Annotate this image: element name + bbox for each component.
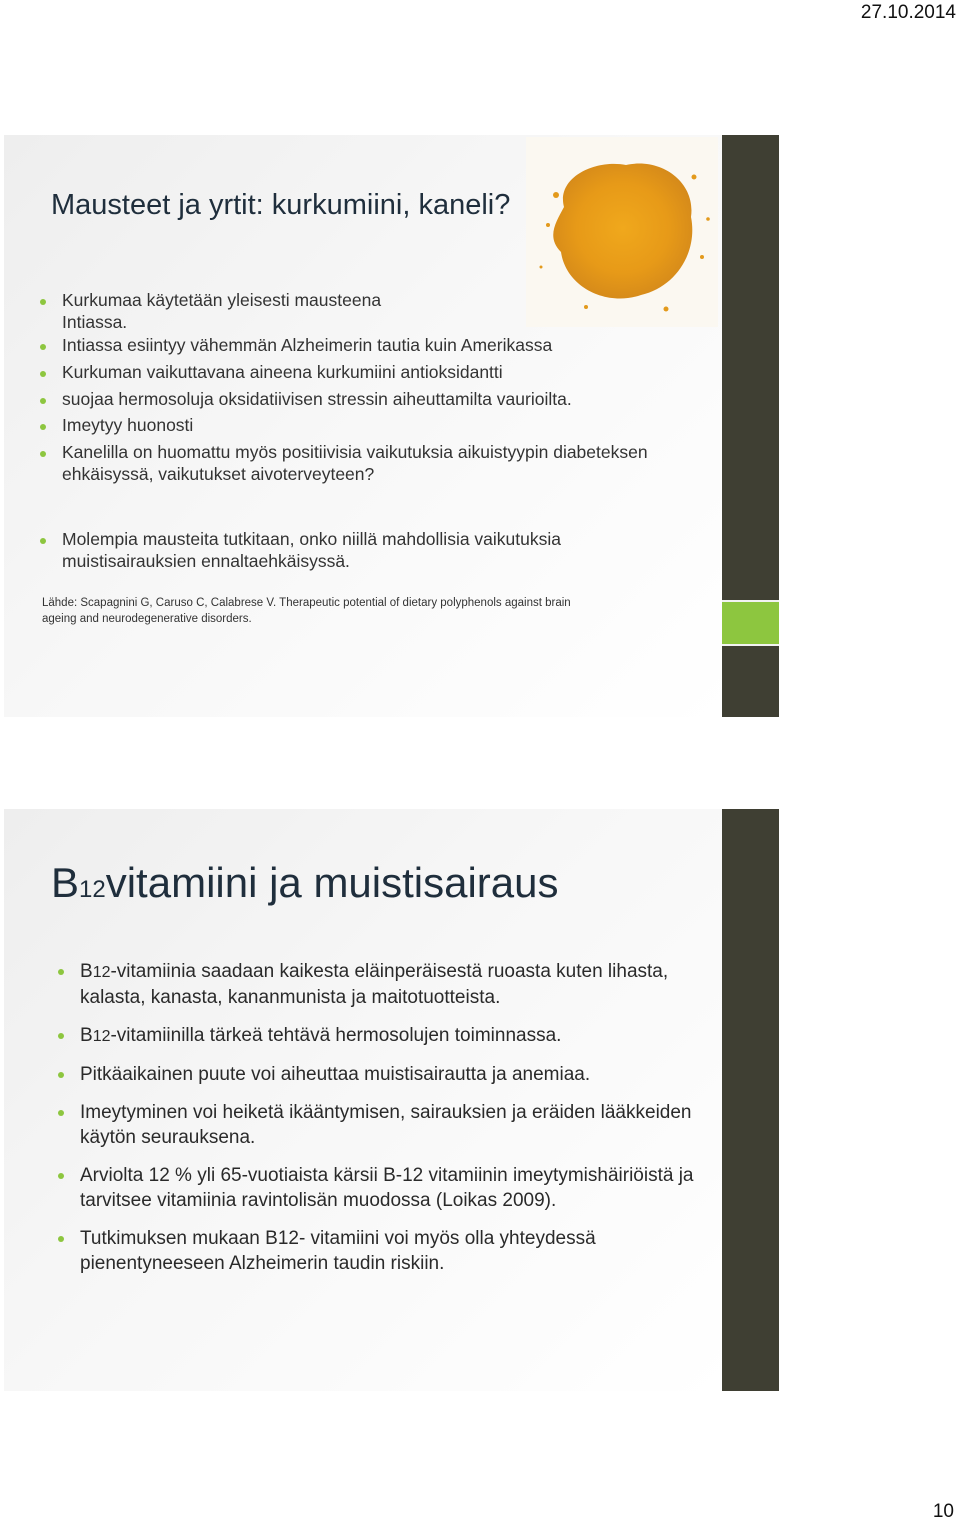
green-block: [722, 602, 779, 644]
bullet-list: [62, 290, 692, 486]
list-item: [62, 290, 692, 334]
title-rest: vitamiini ja muistisairaus: [105, 859, 559, 906]
title-subscript: 12: [79, 876, 106, 903]
bullet-text: Molempia mausteita tutkitaan, onko niillä mahdollisia vaikutuksia muistisairauksien ennaltaehkäisyssä.: [62, 529, 561, 571]
bullet-prefix: B: [80, 1025, 93, 1046]
list-item: [62, 335, 692, 357]
list-item: [80, 1163, 700, 1213]
slide-spices: [4, 135, 779, 717]
bullet-subscript: 12: [92, 1028, 111, 1045]
slide-title: [51, 859, 559, 907]
bullet-text: Arviolta 12 % yli 65-vuotiaista kärsii B-12 vitamiinin imeytymishäiriöistä ja tarvitsee vitamiinia ravintolisän muodossa (Loikas 2009).: [80, 1165, 694, 1211]
source-citation: Lähde: Scapagnini G, Caruso C, Calabrese V. Therapeutic potential of dietary polyphenols against brain ageing and neurodegenerative disorders.: [42, 597, 571, 625]
dark-block: [722, 646, 779, 717]
bullet-text: Kurkuman vaikuttavana aineena kurkumiini antioksidantti: [62, 361, 503, 382]
bullet-text: Kurkumaa käytetään yleisesti mausteena: [62, 290, 382, 310]
bullet-text: Imeytyy huonosti: [62, 415, 194, 436]
dark-block: [722, 809, 779, 1391]
bullet-prefix: B: [80, 961, 93, 982]
bullet-text: Intiassa esiintyy vähemmän Alzheimerin tautia kuin Amerikassa: [62, 334, 553, 355]
list-item: [62, 362, 692, 384]
decorative-bar: [722, 135, 779, 717]
list-item: [62, 529, 692, 573]
list-item: [80, 959, 700, 1010]
page-date: 27.10.2014: [860, 2, 956, 23]
list-item: [62, 415, 692, 437]
decorative-bar: [722, 809, 779, 1391]
bullet-text: -vitamiinia saadaan kaikesta eläinperäisestä ruoasta kuten lihasta, kalasta, kanasta, kananmunista ja maitotuotteista.: [80, 961, 669, 1008]
bullet-text: -vitamiinilla tärkeä tehtävä hermosolujen toiminnassa.: [110, 1025, 562, 1046]
list-item: [62, 389, 692, 411]
bullet-text: suojaa hermosoluja oksidatiivisen stressin aiheuttamilta vaurioilta.: [62, 388, 572, 409]
list-item: [80, 1226, 700, 1276]
bullet-subscript: 12: [92, 964, 111, 981]
bullet-continuation: Intiassa.: [62, 311, 128, 332]
slide-b12: [4, 809, 779, 1391]
list-item: [80, 1023, 700, 1049]
dark-block: [722, 135, 779, 600]
bullet-list: [80, 959, 700, 1289]
title-b: B: [51, 859, 80, 906]
bullet-text: Tutkimuksen mukaan B12- vitamiini voi myös olla yhteydessä pienentyneeseen Alzheimerin taudin riskiin.: [80, 1228, 596, 1274]
list-item: [80, 1062, 700, 1087]
list-item: [62, 442, 692, 486]
bullet-text: Kanelilla on huomattu myös positiivisia vaikutuksia aikuistyypin diabeteksen ehkäisyssä, vaikutukset aivoterveyteen?: [62, 442, 648, 485]
list-item: [80, 1100, 700, 1150]
slide-title: Mausteet ja yrtit: kurkumiini, kaneli?: [51, 189, 511, 221]
bullet-list-2: [62, 529, 692, 573]
page-number: 10: [932, 1501, 954, 1522]
bullet-text: Imeytyminen voi heiketä ikääntymisen, sairauksien ja eräiden lääkkeiden käytön seurauksena.: [80, 1102, 692, 1148]
bullet-text: Pitkäaikainen puute voi aiheuttaa muistisairautta ja anemiaa.: [80, 1064, 591, 1085]
